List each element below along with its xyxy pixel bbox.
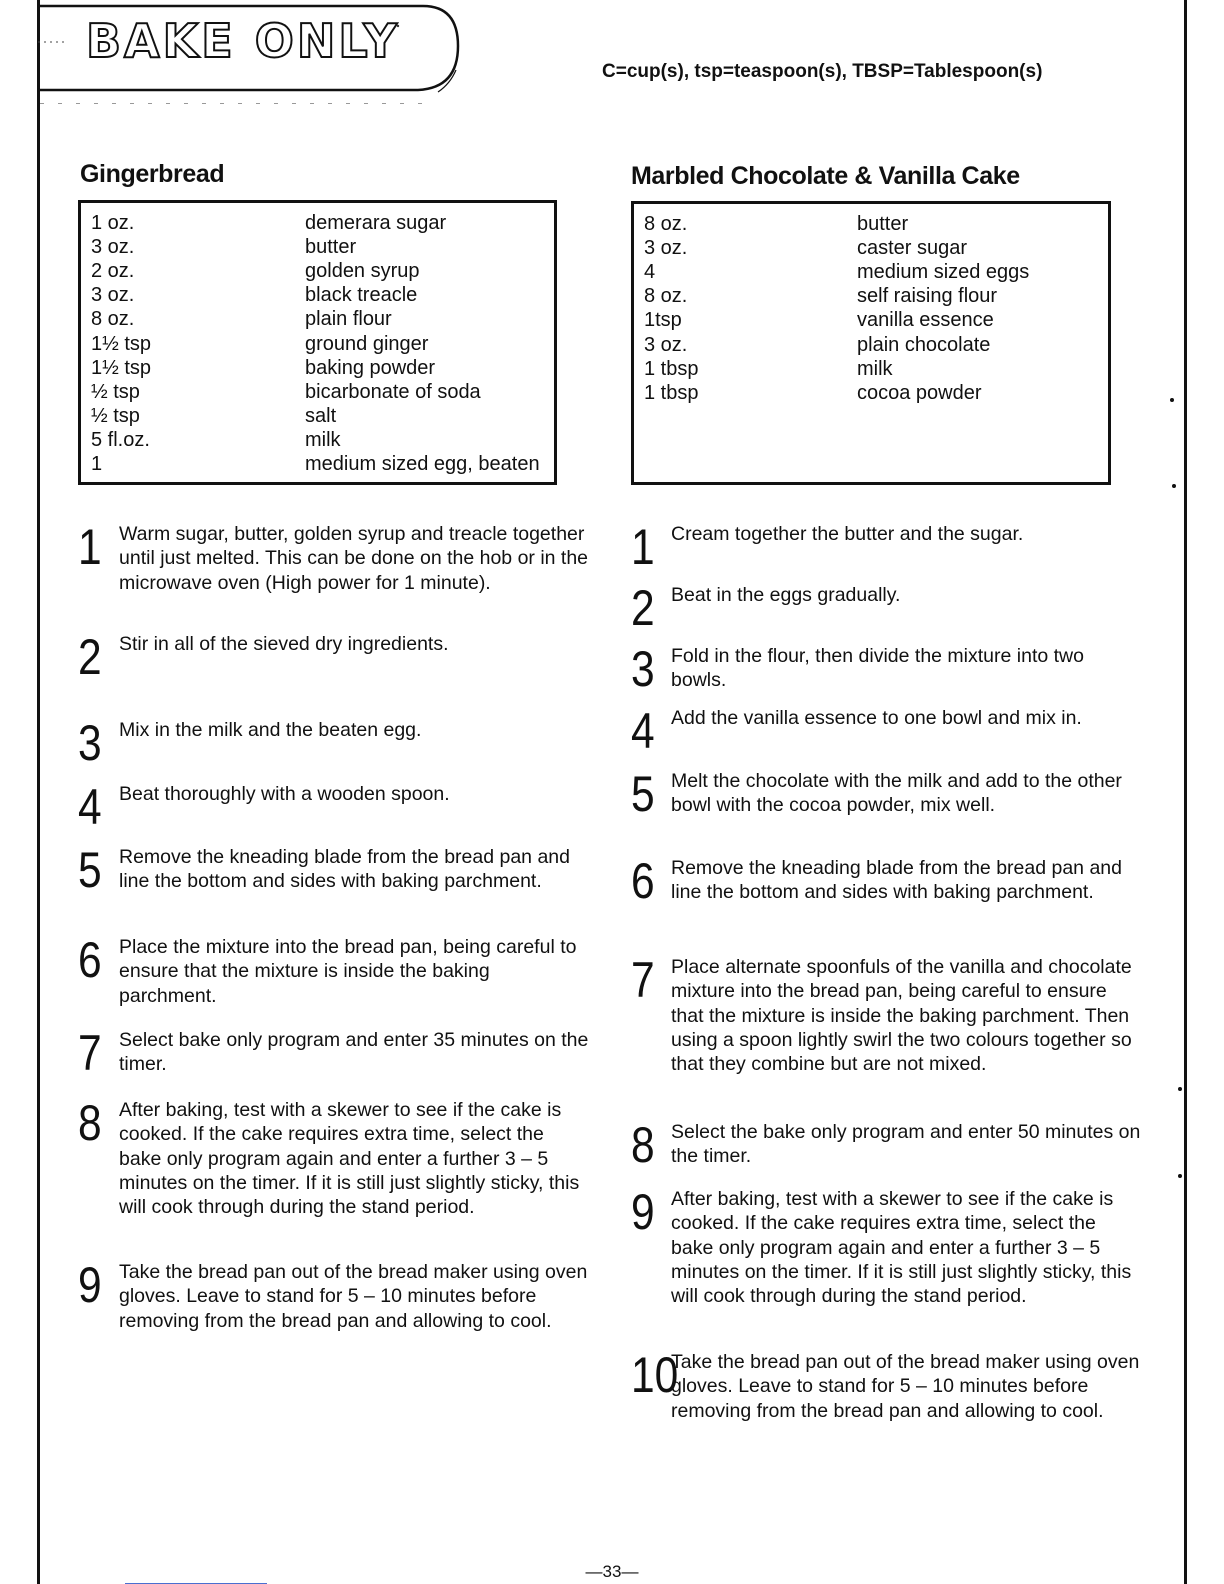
- ingredient-name: plain flour: [305, 308, 392, 331]
- ingredient-row: [91, 428, 548, 452]
- ingredient-name: medium sized eggs: [857, 261, 1030, 284]
- scan-speck: [1178, 1087, 1182, 1091]
- method-step: [631, 1184, 1132, 1327]
- step-text: Cream together the butter and the sugar.: [671, 523, 1024, 545]
- ingredient-name: black treacle: [305, 284, 418, 307]
- ingredient-name: plain chocolate: [857, 333, 991, 356]
- step-text: Warm sugar, butter, golden syrup and treacle together until just melted. This can be done on the hob or in the microwave oven (High power for 1 minute).: [119, 523, 589, 594]
- abbreviation-legend: C=cup(s), tsp=teaspoon(s), TBSP=Tablespoon(s): [602, 61, 1043, 82]
- scan-speck: [1172, 484, 1176, 488]
- ingredient-quantity: 3 oz.: [91, 236, 135, 259]
- step-number: 6: [631, 853, 655, 909]
- ingredient-row: [644, 260, 1102, 284]
- step-text: Place alternate spoonfuls of the vanilla and chocolate mixture into the bread pan, being careful to ensure that the mixture is inside the baking parchment. Then using a spoon lightly swirl the two colours together so that they combine but are not mixed.: [671, 956, 1132, 1076]
- ingredient-quantity: 2 oz.: [91, 260, 135, 283]
- ingredient-quantity: 8 oz.: [91, 308, 135, 331]
- ingredient-name: golden syrup: [305, 260, 420, 283]
- ingredient-row: [644, 236, 1102, 260]
- step-text: Select bake only program and enter 35 minutes on the timer.: [119, 1029, 589, 1076]
- ingredient-quantity: 8 oz.: [644, 213, 688, 235]
- right-margin-rule: [1184, 0, 1187, 1584]
- step-number: 9: [78, 1257, 102, 1313]
- ingredient-quantity: ½ tsp: [91, 404, 140, 427]
- ingredient-name: milk: [857, 357, 893, 380]
- ingredient-row: [91, 452, 548, 476]
- page-number: —33—: [585, 1562, 639, 1581]
- step-number: 2: [78, 629, 102, 685]
- ingredient-quantity: 1½ tsp: [91, 332, 152, 355]
- step-number: 5: [78, 842, 102, 898]
- ingredient-quantity: 1tsp: [644, 309, 682, 332]
- section-banner: [38, 4, 468, 104]
- step-number: 1: [631, 519, 655, 575]
- step-number: 2: [631, 580, 655, 636]
- ingredient-name: baking powder: [305, 356, 436, 379]
- step-number: 1: [78, 519, 102, 575]
- ingredient-row: [91, 259, 548, 283]
- ingredient-row: [644, 308, 1102, 332]
- step-text: Mix in the milk and the beaten egg.: [119, 719, 422, 741]
- ingredient-row: [91, 307, 548, 331]
- left-margin-rule: [37, 0, 40, 1584]
- step-text: Place the mixture into the bread pan, being careful to ensure that the mixture is inside the baking parchment.: [119, 936, 577, 1007]
- method-step: [631, 952, 1132, 1095]
- ingredient-quantity: 1½ tsp: [91, 356, 152, 379]
- ingredient-name: demerara sugar: [305, 212, 447, 234]
- step-number: 4: [78, 779, 102, 835]
- step-text: Add the vanilla essence to one bowl and mix in.: [671, 707, 1082, 729]
- step-text: Select the bake only program and enter 50 minutes on the timer.: [671, 1121, 1141, 1168]
- recipe-title-marbled-cake: Marbled Chocolate & Vanilla Cake: [631, 162, 1020, 190]
- ingredient-row: [91, 235, 548, 259]
- step-number: 9: [631, 1184, 655, 1240]
- ingredient-quantity: 8 oz.: [644, 285, 688, 308]
- ingredients-box-marbled-cake: [631, 201, 1111, 485]
- step-number: 4: [631, 703, 655, 759]
- ingredient-quantity: 3 oz.: [91, 284, 135, 307]
- ingredient-quantity: 1 tbsp: [644, 357, 699, 380]
- ingredient-quantity: 3 oz.: [644, 237, 688, 260]
- step-text: Remove the kneading blade from the bread pan and line the bottom and sides with baking parchment.: [671, 857, 1122, 904]
- ingredient-name: butter: [305, 236, 357, 259]
- ingredient-name: caster sugar: [857, 237, 968, 260]
- ingredient-name: vanilla essence: [857, 309, 994, 332]
- scan-speck: [1178, 1174, 1182, 1178]
- ingredient-name: self raising flour: [857, 285, 998, 308]
- ingredient-row: [91, 380, 548, 404]
- method-step: [631, 1347, 1140, 1490]
- ingredient-row: [91, 283, 548, 307]
- recipe-title-gingerbread: Gingerbread: [80, 160, 225, 188]
- step-text: Take the bread pan out of the bread maker using oven gloves. Leave to stand for 5 – 10 minutes before removing from the bread pan and allowing to cool.: [671, 1351, 1140, 1422]
- step-text: After baking, test with a skewer to see if the cake is cooked. If the cake requires extra time, select the bake only program again and enter a further 3 – 5 minutes on the timer. If it is still just slightly sticky, this will cook through during the stand period.: [671, 1188, 1132, 1308]
- ingredient-quantity: 3 oz.: [644, 333, 688, 356]
- ingredient-quantity: 4: [644, 261, 656, 284]
- ingredient-row: [644, 357, 1102, 381]
- ingredient-name: salt: [305, 404, 337, 427]
- step-number: 10: [631, 1347, 679, 1403]
- ingredient-row: [91, 332, 548, 356]
- ingredient-row: [644, 333, 1102, 357]
- method-step: [78, 1257, 588, 1400]
- ingredient-name: bicarbonate of soda: [305, 380, 481, 403]
- method-step: [78, 1095, 580, 1238]
- ingredient-name: cocoa powder: [857, 381, 982, 404]
- ingredient-quantity: 5 fl.oz.: [91, 428, 150, 451]
- step-number: 7: [78, 1025, 102, 1081]
- ingredient-quantity: 1 tbsp: [644, 381, 699, 404]
- ingredient-row: [644, 284, 1102, 308]
- ingredient-quantity: ½ tsp: [91, 380, 140, 403]
- ingredient-name: butter: [857, 213, 909, 235]
- step-number: 6: [78, 932, 102, 988]
- ingredient-row: [644, 212, 1102, 236]
- step-text: Melt the chocolate with the milk and add to the other bowl with the cocoa powder, mix well.: [671, 770, 1122, 817]
- step-text: Remove the kneading blade from the bread pan and line the bottom and sides with baking parchment.: [119, 846, 570, 893]
- ingredient-name: ground ginger: [305, 332, 429, 355]
- ingredient-row: [91, 404, 548, 428]
- ingredients-box-gingerbread: [78, 200, 557, 485]
- step-number: 8: [78, 1095, 102, 1151]
- ingredient-row: [644, 381, 1102, 405]
- page-title: BAKE ONLY: [86, 14, 400, 68]
- ingredient-row: [91, 211, 548, 235]
- ingredient-row: [91, 356, 548, 380]
- step-number: 3: [78, 715, 102, 771]
- step-text: Fold in the flour, then divide the mixture into two bowls.: [671, 645, 1084, 692]
- ingredient-name: medium sized egg, beaten: [305, 453, 540, 475]
- step-number: 7: [631, 952, 655, 1008]
- step-text: Beat in the eggs gradually.: [671, 584, 901, 606]
- step-number: 5: [631, 766, 655, 822]
- ingredient-name: milk: [305, 428, 341, 451]
- step-text: Stir in all of the sieved dry ingredients.: [119, 633, 449, 655]
- scan-speck: [1170, 398, 1174, 402]
- step-number: 8: [631, 1117, 655, 1173]
- step-text: Take the bread pan out of the bread maker using oven gloves. Leave to stand for 5 – 10 minutes before removing from the bread pan and allowing to cool.: [119, 1261, 588, 1332]
- step-text: Beat thoroughly with a wooden spoon.: [119, 783, 450, 805]
- step-text: After baking, test with a skewer to see if the cake is cooked. If the cake requires extra time, select the bake only program again and enter a further 3 – 5 minutes on the timer. If it is still just slightly sticky, this will cook through during the stand period.: [119, 1099, 580, 1219]
- step-number: 3: [631, 641, 655, 697]
- ingredient-quantity: 1 oz.: [91, 212, 135, 234]
- ingredient-quantity: 1: [91, 453, 103, 475]
